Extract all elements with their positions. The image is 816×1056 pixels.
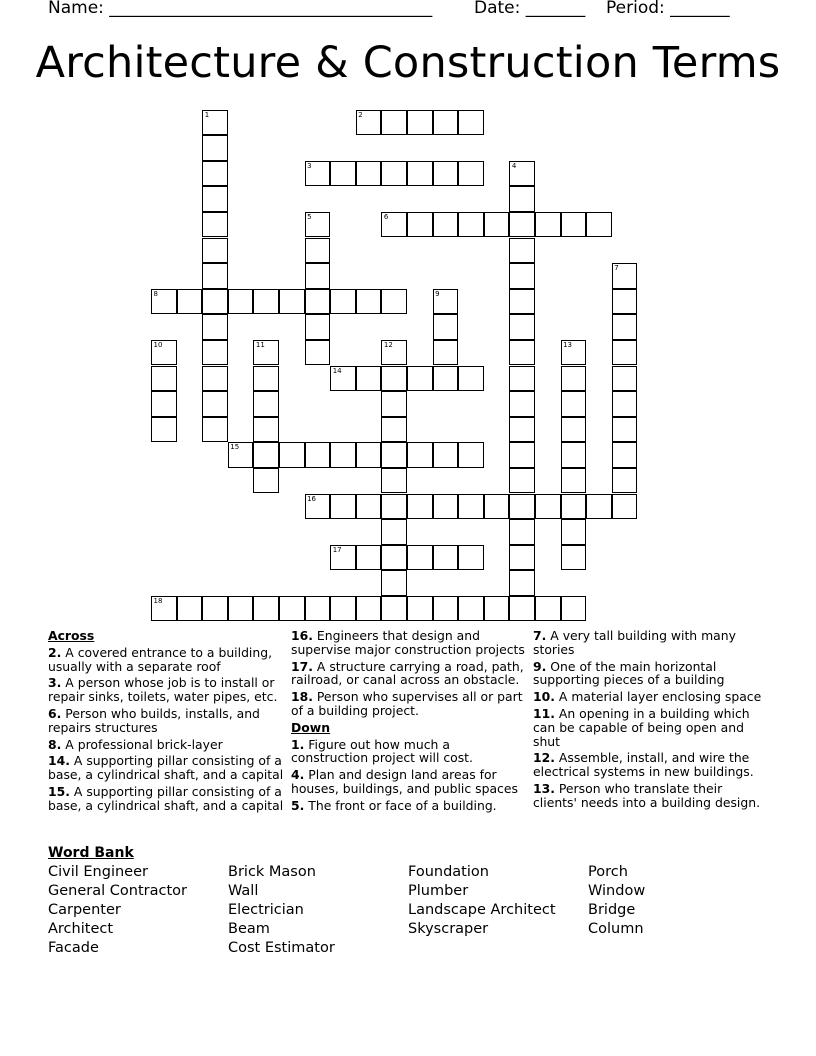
clue-number: 4 [511,161,517,170]
grid-cell[interactable] [458,545,484,571]
word-bank-item: Beam [228,921,270,937]
word-bank-column-3 [408,863,556,939]
grid-cell[interactable] [253,468,279,494]
grid-cell[interactable] [509,238,535,264]
word-bank-column-4 [588,863,645,939]
grid-cell[interactable] [509,570,535,596]
word-bank-title: Word Bank [48,845,134,861]
grid-cell[interactable] [202,289,228,315]
word-bank-item: Civil Engineer [48,864,148,880]
clue-number: 15 [230,443,240,452]
grid-cell[interactable] [458,161,484,187]
grid-cell[interactable] [253,417,279,443]
clue-down-10: 10. A material layer enclosing space [533,689,762,705]
grid-cell[interactable] [561,519,587,545]
grid-cell[interactable] [407,494,433,520]
grid-cell[interactable] [381,468,407,494]
grid-cell[interactable] [228,442,254,468]
word-bank-item: Porch [588,864,628,880]
grid-cell[interactable] [509,314,535,340]
grid-cell[interactable] [407,212,433,238]
word-bank-item: Electrician [228,902,304,918]
word-bank-item: Plumber [408,883,469,899]
grid-cell[interactable] [509,289,535,315]
grid-cell[interactable] [433,442,459,468]
clue-number: 16 [307,494,317,503]
grid-cell[interactable] [612,340,638,366]
grid-cell[interactable] [151,366,177,392]
grid-cell[interactable] [381,366,407,392]
grid-cell[interactable] [484,494,510,520]
grid-cell[interactable] [509,545,535,571]
grid-cell[interactable] [407,366,433,392]
clue-down-13: 13. Person who translate their clients' needs into a building design. [533,780,761,810]
grid-cell[interactable] [407,545,433,571]
clue-across-15: 15. A supporting pillar consisting of a base, a cylindrical shaft, and a capital [48,783,284,813]
clue-across-2: 2. A covered entrance to a building, usually with a separate roof [48,644,273,674]
grid-cell[interactable] [202,314,228,340]
word-bank-item: Landscape Architect [408,902,556,918]
grid-cell[interactable] [305,212,331,238]
grid-cell[interactable] [561,391,587,417]
grid-cell[interactable] [561,340,587,366]
clues-column-1 [48,629,284,816]
clues-column-3 [533,629,769,813]
word-bank-item: Skyscraper [408,921,489,937]
grid-cell[interactable] [228,596,254,622]
clue-across-6: 6. Person who builds, installs, and repairs structures [48,705,260,735]
word-bank-item: Carpenter [48,902,121,918]
grid-cell[interactable] [202,263,228,289]
grid-cell[interactable] [356,366,382,392]
grid-cell[interactable] [381,110,407,136]
grid-cell[interactable] [458,366,484,392]
grid-cell[interactable] [381,161,407,187]
clue-down-12: 12. Assemble, install, and wire the electrical systems in new buildings. [533,750,754,780]
grid-cell[interactable] [305,238,331,264]
grid-cell[interactable] [509,263,535,289]
clue-number: 18 [153,596,163,605]
clue-number: 11 [255,340,265,349]
grid-cell[interactable] [407,110,433,136]
clue-across-18: 18. Person who supervises all or part of a building project. [291,689,523,718]
grid-cell[interactable] [151,340,177,366]
grid-cell[interactable] [330,494,356,520]
grid-cell[interactable] [330,289,356,315]
name-field[interactable]: Name: ______________________________________ [48,0,433,18]
grid-cell[interactable] [253,596,279,622]
grid-cell[interactable] [458,110,484,136]
word-bank-item: Facade [48,940,99,956]
grid-cell[interactable] [381,289,407,315]
grid-cell[interactable] [228,289,254,315]
grid-cell[interactable] [305,596,331,622]
grid-cell[interactable] [612,468,638,494]
grid-cell[interactable] [433,545,459,571]
grid-cell[interactable] [458,596,484,622]
grid-cell[interactable] [612,494,638,520]
grid-cell[interactable] [509,417,535,443]
grid-cell[interactable] [458,212,484,238]
grid-cell[interactable] [202,161,228,187]
clue-number: 9 [435,289,440,298]
grid-cell[interactable] [561,494,587,520]
grid-cell[interactable] [381,596,407,622]
grid-cell[interactable] [407,596,433,622]
grid-cell[interactable] [561,442,587,468]
grid-cell[interactable] [253,366,279,392]
grid-cell[interactable] [509,519,535,545]
clue-number: 2 [358,110,363,119]
grid-cell[interactable] [356,110,382,136]
grid-cell[interactable] [433,596,459,622]
clue-down-9: 9. One of the main horizontal supporting pieces of a building [533,658,725,688]
word-bank-item: Bridge [588,902,636,918]
down-heading: Down [291,719,331,735]
clue-across-3: 3. A person whose job is to install or repair sinks, toilets, water pipes, etc. [48,675,278,705]
grid-cell[interactable] [509,391,535,417]
grid-cell[interactable] [330,545,356,571]
grid-cell[interactable] [586,494,612,520]
grid-cell[interactable] [381,519,407,545]
grid-cell[interactable] [509,494,535,520]
grid-cell[interactable] [381,212,407,238]
grid-cell[interactable] [177,596,203,622]
grid-cell[interactable] [509,596,535,622]
grid-cell[interactable] [433,289,459,315]
grid-cell[interactable] [381,545,407,571]
grid-cell[interactable] [433,314,459,340]
grid-cell[interactable] [509,186,535,212]
clue-down-5: 5. The front or face of a building. [291,797,497,813]
clue-number: 10 [153,340,163,349]
grid-cell[interactable] [356,289,382,315]
grid-cell[interactable] [305,263,331,289]
grid-cell[interactable] [612,442,638,468]
date-field[interactable]: Date: _______ [474,0,586,18]
word-bank-item: Wall [228,883,259,899]
grid-cell[interactable] [356,442,382,468]
grid-cell[interactable] [381,391,407,417]
grid-cell[interactable] [509,366,535,392]
period-field[interactable]: Period: _______ [606,0,730,18]
grid-cell[interactable] [612,391,638,417]
grid-cell[interactable] [305,340,331,366]
clue-down-4: 4. Plan and design land areas for houses, buildings, and public spaces [291,767,518,796]
clue-number: 14 [332,366,342,375]
clue-number: 5 [307,212,312,221]
grid-cell[interactable] [202,417,228,443]
clue-number: 3 [307,161,312,170]
word-bank-item: Column [588,921,644,937]
word-bank-column-1 [48,863,187,958]
clue-across-17: 17. A structure carrying a road, path, railroad, or canal across an obstacle. [291,658,524,688]
grid-cell[interactable] [458,494,484,520]
word-bank-item: Foundation [408,864,489,880]
grid-cell[interactable] [433,110,459,136]
grid-cell[interactable] [407,442,433,468]
clue-across-14: 14. A supporting pillar consisting of a base, a cylindrical shaft, and a capital [48,753,284,783]
grid-cell[interactable] [202,366,228,392]
word-bank-item: General Contractor [48,883,187,899]
grid-cell[interactable] [356,545,382,571]
clue-number: 8 [153,289,158,298]
grid-cell[interactable] [202,596,228,622]
grid-cell[interactable] [253,340,279,366]
grid-cell[interactable] [202,238,228,264]
grid-cell[interactable] [381,417,407,443]
grid-cell[interactable] [381,570,407,596]
clue-down-11: 11. An opening in a building which can be capable of being open and shut [533,705,750,749]
grid-cell[interactable] [279,289,305,315]
grid-cell[interactable] [177,289,203,315]
grid-cell[interactable] [279,596,305,622]
across-heading: Across [48,628,95,643]
grid-cell[interactable] [509,340,535,366]
grid-cell[interactable] [279,442,305,468]
grid-cell[interactable] [151,391,177,417]
grid-cell[interactable] [433,212,459,238]
word-bank-column-2 [228,863,335,958]
grid-cell[interactable] [561,366,587,392]
clue-across-16: 16. Engineers that design and supervise major construction projects [291,628,525,657]
grid-cell[interactable] [561,596,587,622]
clue-number: 7 [614,264,619,273]
grid-cell[interactable] [305,161,331,187]
grid-cell[interactable] [561,212,587,238]
page-title: Architecture & Construction Terms [35,38,781,88]
grid-cell[interactable] [535,494,561,520]
grid-cell[interactable] [535,212,561,238]
word-bank-item: Cost Estimator [228,940,335,956]
grid-cell[interactable] [381,442,407,468]
grid-cell[interactable] [561,417,587,443]
grid-cell[interactable] [561,468,587,494]
grid-cell[interactable] [330,366,356,392]
clue-across-8: 8. A professional brick-layer [48,736,223,752]
grid-cell[interactable] [407,161,433,187]
grid-cell[interactable] [433,161,459,187]
grid-cell[interactable] [586,212,612,238]
grid-cell[interactable] [356,494,382,520]
grid-cell[interactable] [202,186,228,212]
grid-cell[interactable] [458,442,484,468]
grid-cell[interactable] [305,442,331,468]
grid-cell[interactable] [151,417,177,443]
grid-cell[interactable] [253,442,279,468]
word-bank-item: Architect [48,921,114,937]
grid-cell[interactable] [305,314,331,340]
grid-cell[interactable] [330,596,356,622]
grid-cell[interactable] [202,212,228,238]
grid-cell[interactable] [612,263,638,289]
grid-cell[interactable] [484,212,510,238]
clue-number: 12 [383,340,393,349]
grid-cell[interactable] [356,161,382,187]
grid-cell[interactable] [381,340,407,366]
grid-cell[interactable] [612,417,638,443]
grid-cell[interactable] [356,596,382,622]
clue-down-1: 1. Figure out how much a construction project will cost. [291,736,473,766]
grid-cell[interactable] [509,442,535,468]
grid-cell[interactable] [151,289,177,315]
grid-cell[interactable] [433,494,459,520]
grid-cell[interactable] [202,391,228,417]
grid-cell[interactable] [330,161,356,187]
grid-cell[interactable] [305,494,331,520]
grid-cell[interactable] [202,110,228,136]
grid-cell[interactable] [433,366,459,392]
clue-number: 13 [563,340,573,349]
grid-cell[interactable] [253,391,279,417]
grid-cell[interactable] [151,596,177,622]
clues-column-2 [291,629,525,816]
word-bank-item: Brick Mason [228,864,316,880]
grid-cell[interactable] [202,135,228,161]
grid-cell[interactable] [253,289,279,315]
grid-cell[interactable] [484,596,510,622]
clue-down-7: 7. A very tall building with many stories [533,628,736,657]
grid-cell[interactable] [381,494,407,520]
grid-cell[interactable] [612,366,638,392]
grid-cell[interactable] [509,161,535,187]
grid-cell[interactable] [509,468,535,494]
grid-cell[interactable] [535,596,561,622]
grid-cell[interactable] [612,314,638,340]
clue-number: 17 [332,545,342,554]
grid-cell[interactable] [305,289,331,315]
grid-cell[interactable] [433,340,459,366]
clue-number: 1 [204,110,210,119]
grid-cell[interactable] [330,442,356,468]
grid-cell[interactable] [561,545,587,571]
word-bank-item: Window [588,883,646,899]
clue-number: 6 [383,212,389,221]
grid-cell[interactable] [509,212,535,238]
grid-cell[interactable] [612,289,638,315]
grid-cell[interactable] [202,340,228,366]
